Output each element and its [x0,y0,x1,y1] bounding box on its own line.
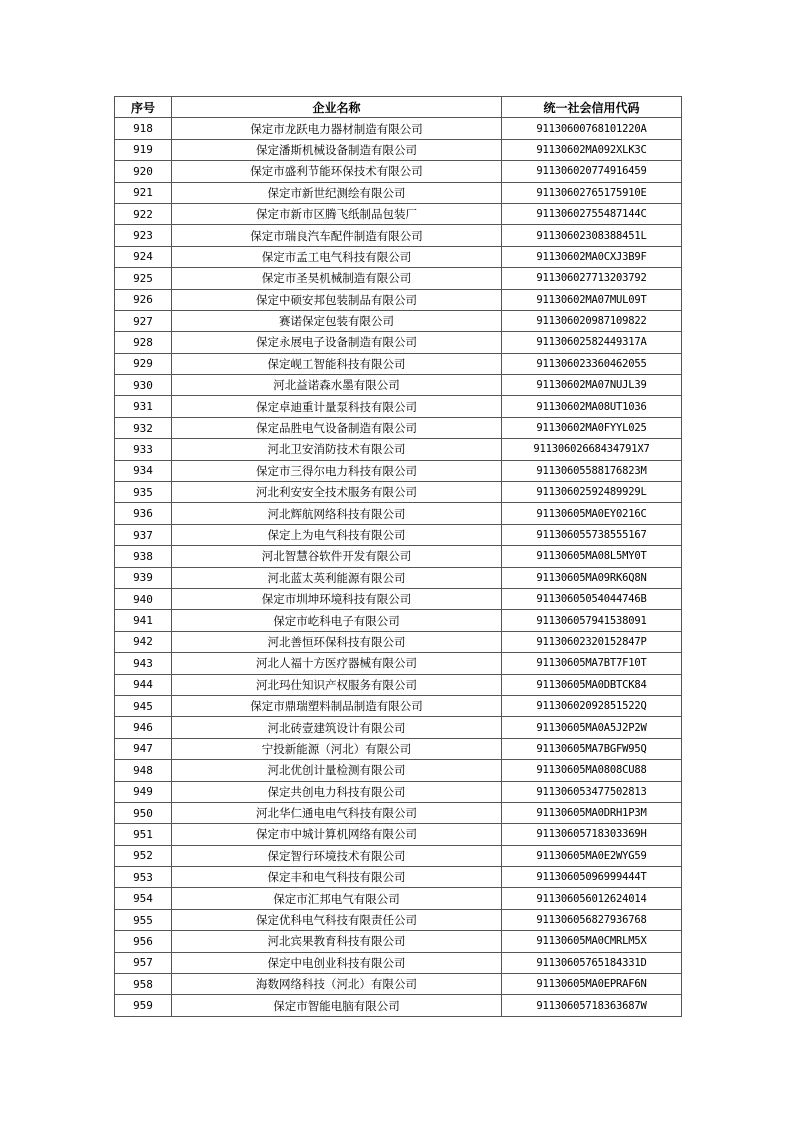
row-seq: 940 [115,588,172,609]
row-company-name: 河北玛仕知识产权服务有限公司 [172,674,502,695]
row-credit-code: 91130602668434791X7 [502,439,682,460]
row-credit-code: 91130605MA0EPRAF6N [502,974,682,995]
row-company-name: 保定共创电力科技有限公司 [172,781,502,802]
row-seq: 951 [115,824,172,845]
row-seq: 950 [115,802,172,823]
table-row [115,567,682,588]
row-seq: 949 [115,781,172,802]
row-seq: 921 [115,182,172,203]
row-company-name: 海数网络科技（河北）有限公司 [172,974,502,995]
row-seq: 955 [115,909,172,930]
row-credit-code: 91130602MA07NUJL39 [502,375,682,396]
row-company-name: 河北华仁通电电气科技有限公司 [172,802,502,823]
table-row [115,417,682,438]
row-seq: 928 [115,332,172,353]
row-seq: 944 [115,674,172,695]
table-row [115,460,682,481]
row-company-name: 河北人福十方医疗器械有限公司 [172,653,502,674]
row-company-name: 保定岘工智能科技有限公司 [172,353,502,374]
table-row [115,396,682,417]
row-credit-code: 91130602092851522Q [502,695,682,716]
table-row [115,888,682,909]
row-company-name: 保定中电创业科技有限公司 [172,952,502,973]
row-company-name: 保定市中城计算机网络有限公司 [172,824,502,845]
row-credit-code: 91130605MA0EY0216C [502,503,682,524]
row-credit-code: 91130602582449317A [502,332,682,353]
row-company-name: 保定市龙跃电力器材制造有限公司 [172,118,502,139]
table-row [115,503,682,524]
row-credit-code: 91130605MA0E2WYG59 [502,845,682,866]
row-credit-code: 91130602MA0FYYL025 [502,417,682,438]
row-credit-code: 91130602755487144C [502,203,682,224]
row-seq: 918 [115,118,172,139]
row-seq: 946 [115,717,172,738]
row-credit-code: 911306056827936768 [502,909,682,930]
row-company-name: 保定市三得尔电力科技有限公司 [172,460,502,481]
row-seq: 920 [115,161,172,182]
row-credit-code: 91130605MA7BT7F10T [502,653,682,674]
row-credit-code: 91130602MA08UT1036 [502,396,682,417]
row-credit-code: 91130602MA0CXJ3B9F [502,246,682,267]
table-row [115,482,682,503]
row-credit-code: 91130602308388451L [502,225,682,246]
table-row [115,375,682,396]
row-seq: 930 [115,375,172,396]
row-company-name: 河北利安安全技术服务有限公司 [172,482,502,503]
row-seq: 943 [115,653,172,674]
row-credit-code: 911306055738555167 [502,524,682,545]
row-seq: 936 [115,503,172,524]
row-seq: 954 [115,888,172,909]
table-header-row [115,97,682,118]
row-seq: 948 [115,760,172,781]
table-row [115,225,682,246]
table-row [115,203,682,224]
row-seq: 924 [115,246,172,267]
row-seq: 919 [115,139,172,160]
row-credit-code: 91130602320152847P [502,631,682,652]
row-seq: 953 [115,867,172,888]
row-credit-code: 911306020774916459 [502,161,682,182]
row-company-name: 保定中硕安邦包装制品有限公司 [172,289,502,310]
table-row [115,738,682,759]
row-seq: 931 [115,396,172,417]
row-seq: 929 [115,353,172,374]
row-credit-code: 91130605MA0A5J2P2W [502,717,682,738]
table-row [115,781,682,802]
row-company-name: 河北智慧谷软件开发有限公司 [172,546,502,567]
row-company-name: 保定丰和电气科技有限公司 [172,867,502,888]
table-row [115,824,682,845]
row-credit-code: 91130600768101220A [502,118,682,139]
table-row [115,717,682,738]
table-row [115,268,682,289]
row-seq: 941 [115,610,172,631]
row-credit-code: 911306056012624014 [502,888,682,909]
row-credit-code: 91130605MA7BGFW95Q [502,738,682,759]
row-seq: 947 [115,738,172,759]
row-company-name: 河北砖壹建筑设计有限公司 [172,717,502,738]
table-row [115,524,682,545]
row-seq: 925 [115,268,172,289]
row-company-name: 保定市圳坤环境科技有限公司 [172,588,502,609]
header-credit-code: 统一社会信用代码 [502,97,682,118]
row-credit-code: 91130605MA0DRH1P3M [502,802,682,823]
row-seq: 958 [115,974,172,995]
table-row [115,246,682,267]
row-company-name: 河北辉航网络科技有限公司 [172,503,502,524]
row-credit-code: 911306020987109822 [502,310,682,331]
header-seq: 序号 [115,97,172,118]
company-table [114,96,682,1017]
row-seq: 945 [115,695,172,716]
row-credit-code: 91130602765175910E [502,182,682,203]
row-company-name: 保定市汇邦电气有限公司 [172,888,502,909]
row-company-name: 河北优创计量检测有限公司 [172,760,502,781]
row-credit-code: 91130602MA092XLK3C [502,139,682,160]
row-credit-code: 91130605096999444T [502,867,682,888]
row-company-name: 保定潘斯机械设备制造有限公司 [172,139,502,160]
table-row [115,332,682,353]
row-seq: 956 [115,931,172,952]
row-company-name: 河北卫安消防技术有限公司 [172,439,502,460]
table-row [115,610,682,631]
row-credit-code: 91130605MA0CMRLM5X [502,931,682,952]
table-row [115,802,682,823]
row-company-name: 保定市盛利节能环保技术有限公司 [172,161,502,182]
row-company-name: 保定市屹科电子有限公司 [172,610,502,631]
row-seq: 952 [115,845,172,866]
table-row [115,588,682,609]
table-row [115,845,682,866]
row-seq: 934 [115,460,172,481]
row-company-name: 河北蓝太英利能源有限公司 [172,567,502,588]
table-row [115,439,682,460]
table-row [115,952,682,973]
row-company-name: 保定卓迪重计量泵科技有限公司 [172,396,502,417]
row-company-name: 保定上为电气科技有限公司 [172,524,502,545]
table-row [115,974,682,995]
row-seq: 937 [115,524,172,545]
table-row [115,310,682,331]
table-row [115,546,682,567]
row-company-name: 赛诺保定包装有限公司 [172,310,502,331]
row-seq: 957 [115,952,172,973]
row-company-name: 保定品胜电气设备制造有限公司 [172,417,502,438]
row-company-name: 河北宾果教育科技有限公司 [172,931,502,952]
row-credit-code: 91130605MA09RK6Q8N [502,567,682,588]
row-credit-code: 91130602592489929L [502,482,682,503]
row-credit-code: 911306057941538091 [502,610,682,631]
row-credit-code: 91130605054044746B [502,588,682,609]
table-row [115,289,682,310]
table-body [115,118,682,1016]
table-row [115,631,682,652]
table-row [115,931,682,952]
row-seq: 923 [115,225,172,246]
row-company-name: 河北善恒环保科技有限公司 [172,631,502,652]
row-credit-code: 91130605MA0DBTCK84 [502,674,682,695]
table-row [115,182,682,203]
row-seq: 932 [115,417,172,438]
row-company-name: 保定市鼎瑞塑料制品制造有限公司 [172,695,502,716]
row-seq: 922 [115,203,172,224]
row-seq: 939 [115,567,172,588]
row-credit-code: 911306027713203792 [502,268,682,289]
row-credit-code: 91130605718303369H [502,824,682,845]
row-company-name: 保定市新世纪测绘有限公司 [172,182,502,203]
table-row [115,995,682,1016]
row-company-name: 保定市孟工电气科技有限公司 [172,246,502,267]
table-row [115,353,682,374]
table-row [115,139,682,160]
row-seq: 935 [115,482,172,503]
row-company-name: 保定市瑞良汽车配件制造有限公司 [172,225,502,246]
row-credit-code: 911306023360462055 [502,353,682,374]
row-credit-code: 91130605765184331D [502,952,682,973]
row-company-name: 宁投新能源（河北）有限公司 [172,738,502,759]
row-seq: 942 [115,631,172,652]
row-credit-code: 91130605718363687W [502,995,682,1016]
row-seq: 927 [115,310,172,331]
row-company-name: 河北益诺森水墨有限公司 [172,375,502,396]
table-row [115,674,682,695]
row-company-name: 保定优科电气科技有限责任公司 [172,909,502,930]
table-row [115,695,682,716]
row-credit-code: 91130605588176823M [502,460,682,481]
row-company-name: 保定市新市区腾飞纸制品包装厂 [172,203,502,224]
row-company-name: 保定市圣昊机械制造有限公司 [172,268,502,289]
row-company-name: 保定市智能电脑有限公司 [172,995,502,1016]
row-seq: 926 [115,289,172,310]
table-row [115,909,682,930]
row-company-name: 保定永展电子设备制造有限公司 [172,332,502,353]
row-credit-code: 91130602MA07MUL09T [502,289,682,310]
table-row [115,653,682,674]
row-seq: 933 [115,439,172,460]
table-row [115,760,682,781]
row-credit-code: 91130605MA0808CU88 [502,760,682,781]
row-credit-code: 91130605MA08L5MY0T [502,546,682,567]
row-seq: 938 [115,546,172,567]
header-company-name: 企业名称 [172,97,502,118]
table-row [115,161,682,182]
table-row [115,118,682,139]
row-company-name: 保定智行环境技术有限公司 [172,845,502,866]
row-credit-code: 911306053477502813 [502,781,682,802]
table-row [115,867,682,888]
row-seq: 959 [115,995,172,1016]
